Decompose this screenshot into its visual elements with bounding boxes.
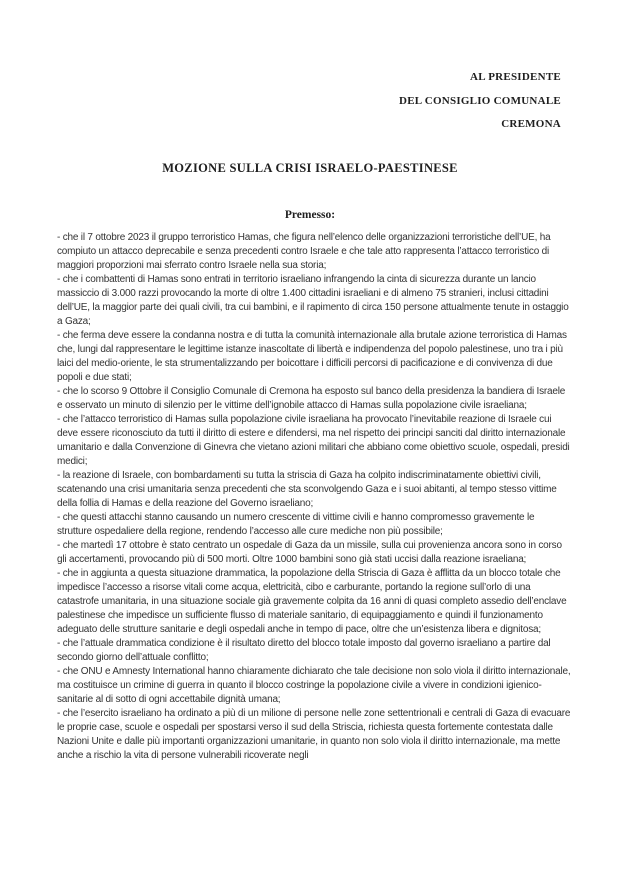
paragraph-8: - che martedì 17 ottobre è stato centrato un ospedale di Gaza da un missile, sulla cui provenienza ancora sono in corso gli accertamenti, provocando più di 500 morti. Oltre 1000 bambini sono già stati uccisi dalla reazione israeliana;: [57, 540, 562, 565]
paragraph-9: - che in aggiunta a questa situazione drammatica, la popolazione della Striscia di Gaza è afflitta da un blocco totale che impedisce l’accesso a risorse vitali come acqua, elettricità, cibo e carburante, portando la regione sull’orlo di una catastrofe umanitaria, in una situazione sociale già gravemente colpita da 16 anni di quasi completo assedio dell’enclave palestinese che impedisce un sufficiente flusso di materiale sanitario, di equipaggiamento e quindi il funzionamento adeguato delle strutture sanitarie e degli ospedali anche in tempo di pace, oltre che un’esistenza libera e dignitosa;: [57, 568, 567, 635]
paragraph-12: - che l’esercito israeliano ha ordinato a più di un milione di persone nelle zone settentrionali e centrali di Gaza di evacuare le proprie case, scuole e ospedali per spostarsi verso il sud della Striscia, richiesta questa fortemente contestata dalle Nazioni Unite e dalle più importanti organizzazioni umanitarie, in quanto non solo viola il diritto internazionale, ma mette anche a rischio la vita di persone vulnerabili ricoverate negli: [57, 708, 571, 761]
paragraph-4: - che lo scorso 9 Ottobre il Consiglio Comunale di Cremona ha esposto sul banco della presidenza la bandiera di Israele e osservato un minuto di silenzio per le vittime dell’ignobile attacco di Hamas sulla popolazione civile israeliana;: [57, 386, 566, 411]
section-heading-premesso: Premesso:: [284, 209, 336, 221]
paragraph-7: - che questi attacchi stanno causando un numero crescente di vittime civili e hanno compromesso gravemente le strutture ospedaliere della regione, rendendo l’accesso alle cure mediche non più possibile;: [57, 512, 535, 537]
paragraph-5: - che l’attacco terroristico di Hamas sulla popolazione civile israeliana ha provocato l’inevitabile reazione di Israele cui deve essere riconosciuto da tutti il diritto di estere e difendersi, ma nel rispetto dei principi sanciti dal diritto internazionale umanitario e dalla Convenzione di Ginevra che vietano azioni militari che abbiano come obiettivo scuole, ospedali, presidi medici;: [57, 414, 570, 467]
paragraph-10: - che l’attuale drammatica condizione è il risultato diretto del blocco totale imposto dal governo israeliano a partire dal secondo giorno dell’attuale conflitto;: [57, 638, 551, 663]
paragraph-3: - che ferma deve essere la condanna nostra e di tutta la comunità internazionale alla brutale azione terroristica di Hamas che, lungi dal rappresentare le legittime istanze inascoltate di libertà e indipendenza del popolo palestinese, uno tra i più laici del medio-oriente, le sta strumentalizzando per boicottare i difficili percorsi di pacificazione e di convivenza di due popoli e due stati;: [57, 330, 567, 383]
paragraph-6: - la reazione di Israele, con bombardamenti su tutta la striscia di Gaza ha colpito indiscriminatamente obiettivi civili, scatenando una crisi umanitaria senza precedenti che sta sconvolgendo Gaza e i suoi abitanti, al tempo stesso vittime della follia di Hamas e della reazione del Governo israeliano;: [57, 470, 557, 509]
recipient-line-3: CREMONA: [501, 118, 561, 130]
paragraph-1: - che il 7 ottobre 2023 il gruppo terroristico Hamas, che figura nell’elenco delle organizzazioni terroristiche dell’UE, ha compiuto un attacco deprecabile e senza precedenti contro Israele e che tale atto rappresenta l’attacco terroristico di maggiori proporzioni mai sferrato contro Israele nella sua storia;: [57, 232, 551, 271]
paragraph-2: - che i combattenti di Hamas sono entrati in territorio israeliano infrangendo la cinta di sicurezza durante un lancio massiccio di 3.000 razzi provocando la morte di oltre 1.400 cittadini israeliani e di almeno 75 stranieri, inclusi cittadini dell’UE, la maggior parte dei quali civili, tra cui bambini, e il rapimento di circa 150 persone attualmente tenute in ostaggio a Gaza;: [57, 274, 569, 327]
paragraph-11: - che ONU e Amnesty International hanno chiaramente dichiarato che tale decisione non solo viola il diritto internazionale, ma costituisce un crimine di guerra in quanto il blocco costringe la popolazione civile a vivere in condizioni igienico-sanitarie al di sotto di ogni accettabile dignità umana;: [57, 666, 571, 705]
recipient-line-1: AL PRESIDENTE: [470, 71, 561, 83]
document-body: [57, 231, 571, 763]
document-title: MOZIONE SULLA CRISI ISRAELO-PAESTINESE: [162, 161, 458, 175]
recipient-line-2: DEL CONSIGLIO COMUNALE: [399, 94, 561, 107]
recipient-address: [399, 66, 561, 137]
